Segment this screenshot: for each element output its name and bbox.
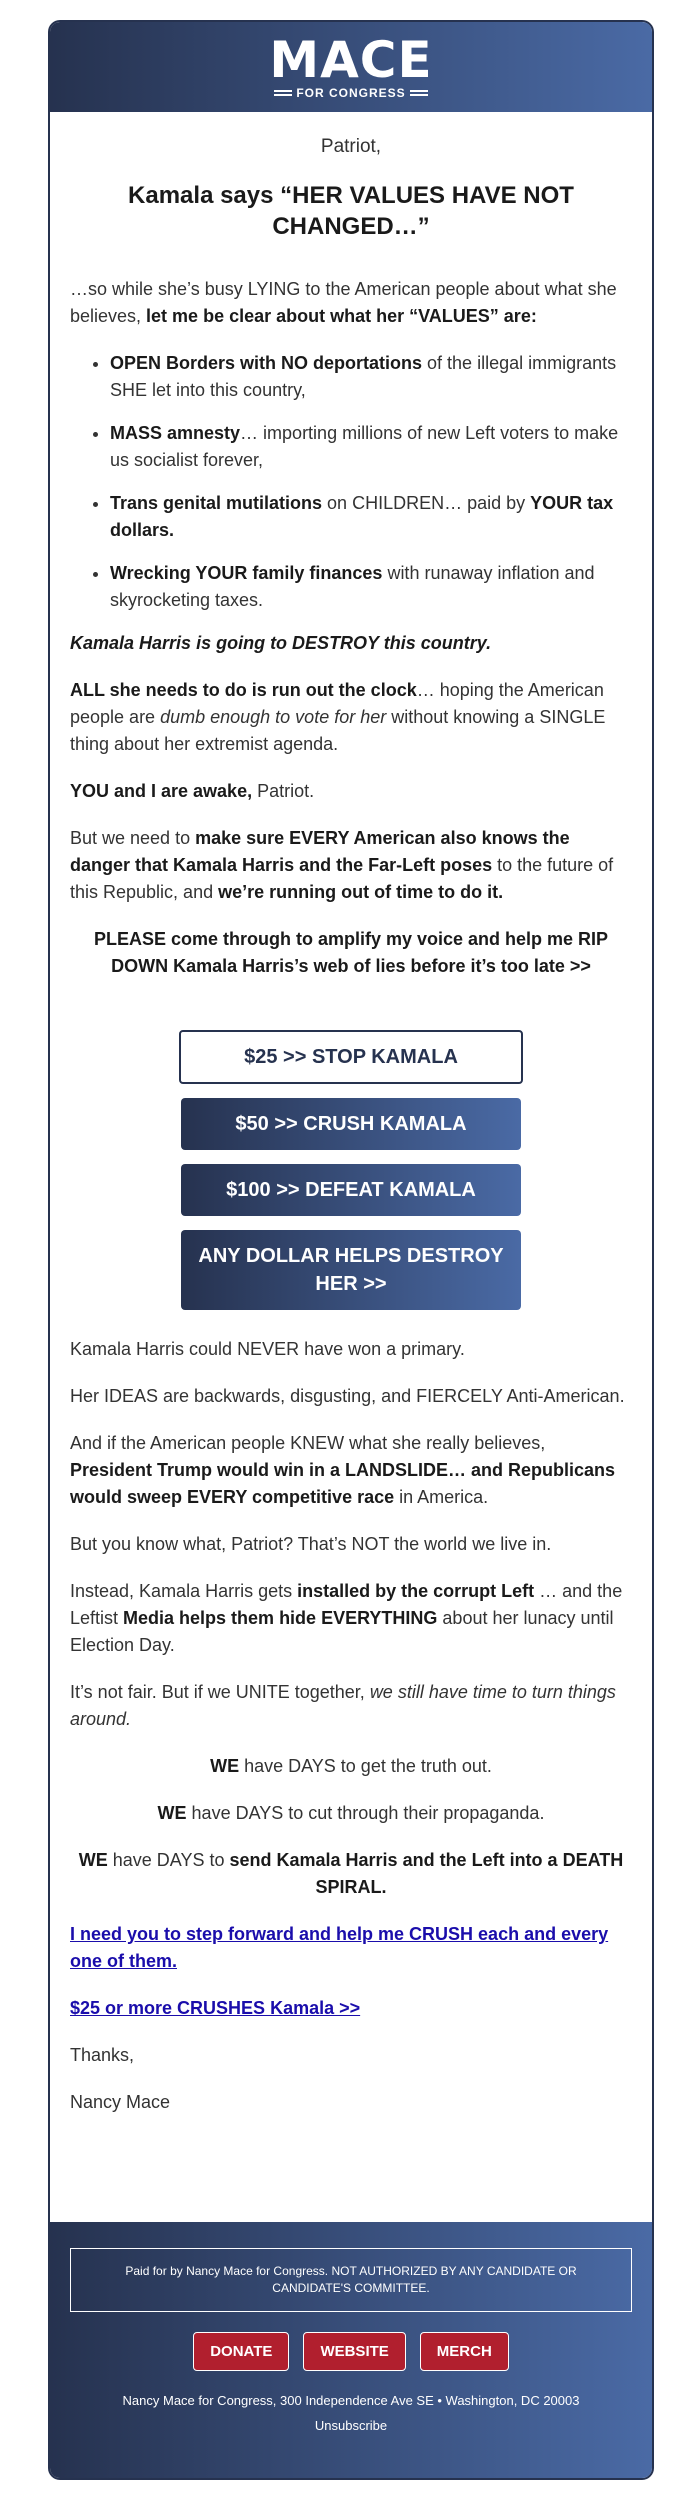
knew-paragraph: And if the American people KNEW what she really believes, President Trump would win in a LANDSLIDE… and Republicans would sweep EVERY competitive race in America. <box>70 1433 616 1507</box>
need-paragraph: But we need to make sure EVERY American also knows the danger that Kamala Harris and the Far-Left poses to the future of this Republic, and we’re running out of time to do it. <box>70 828 614 902</box>
donate-100-button[interactable]: $100 >> DEFEAT KAMALA <box>181 1164 521 1216</box>
please-paragraph: PLEASE come through to amplify my voice and help me RIP DOWN Kamala Harris’s web of lies before it’s too late >> <box>93 929 609 976</box>
destroy-line: Kamala Harris is going to DESTROY this country. <box>70 633 492 653</box>
signature: Nancy Mace <box>70 2092 171 2112</box>
crush-link-paragraph <box>70 1921 632 1975</box>
footer-merch-button[interactable]: MERCH <box>420 2332 509 2371</box>
donate-25-link[interactable]: $25 or more CRUSHES Kamala >> <box>70 1998 361 2018</box>
intro-paragraph: …so while she’s busy LYING to the American people about what she believes, let me be clear about what her “VALUES” are: <box>70 279 617 326</box>
primary-paragraph: Kamala Harris could NEVER have won a primary. <box>70 1339 465 1359</box>
clock-paragraph: ALL she needs to do is run out the clock… hoping the American people are dumb enough to vote for her without knowing a SINGLE thing about her extremist agenda. <box>70 680 606 754</box>
list-item: • OPEN Borders with NO deportations of the illegal immigrants SHE let into this country, <box>110 350 632 404</box>
logo-bars-icon <box>410 90 428 96</box>
header-banner <box>50 22 652 112</box>
days-line-3: WE have DAYS to send Kamala Harris and the Left into a DEATH SPIRAL. <box>78 1850 624 1897</box>
crush-link[interactable]: I need you to step forward and help me CRUSH each and every one of them. <box>70 1924 609 1971</box>
list-item: • MASS amnesty… importing millions of new Left voters to make us socialist forever, <box>110 420 632 474</box>
unite-paragraph: It’s not fair. But if we UNITE together, we still have time to turn things around. <box>70 1682 616 1729</box>
mailing-address: Nancy Mace for Congress, 300 Independence Ave SE • Washington, DC 20003 <box>122 2393 580 2408</box>
unsubscribe-link[interactable]: Unsubscribe <box>314 2418 388 2433</box>
footer <box>50 2222 652 2478</box>
donate-link-paragraph <box>70 1995 632 2022</box>
logo-bars-icon <box>274 90 292 96</box>
days-line-1: WE have DAYS to get the truth out. <box>210 1756 492 1776</box>
greeting: Patriot, <box>320 136 382 157</box>
world-paragraph: But you know what, Patriot? That’s NOT the world we live in. <box>70 1534 552 1554</box>
instead-paragraph: Instead, Kamala Harris gets installed by the corrupt Left … and the Leftist Media helps them hide EVERYTHING about her lunacy until Election Day. <box>70 1581 623 1655</box>
thanks: Thanks, <box>70 2045 135 2065</box>
logo-sub-text: FOR CONGRESS <box>296 86 406 100</box>
footer-buttons <box>50 2332 652 2371</box>
values-list <box>70 350 632 614</box>
logo-main: MACE <box>269 31 433 89</box>
donate-any-button[interactable]: ANY DOLLAR HELPS DESTROY HER >> <box>181 1230 521 1310</box>
email-card <box>48 20 654 2480</box>
ideas-paragraph: Her IDEAS are backwards, disgusting, and FIERCELY Anti-American. <box>70 1386 625 1406</box>
list-item: • Wrecking YOUR family finances with runaway inflation and skyrocketing taxes. <box>110 560 632 614</box>
headline: Kamala says “HER VALUES HAVE NOT CHANGED…” <box>128 182 574 240</box>
mace-logo <box>269 31 433 100</box>
footer-donate-button[interactable]: DONATE <box>193 2332 289 2371</box>
donate-50-button[interactable]: $50 >> CRUSH KAMALA <box>181 1098 521 1150</box>
donate-25-button[interactable]: $25 >> STOP KAMALA <box>179 1030 523 1084</box>
email-body <box>50 136 652 2116</box>
paid-for-disclaimer: Paid for by Nancy Mace for Congress. NOT AUTHORIZED BY ANY CANDIDATE OR CANDIDATE'S COMMITTEE. <box>70 2248 632 2312</box>
awake-paragraph: YOU and I are awake, Patriot. <box>70 781 315 801</box>
donate-buttons <box>70 1030 632 1310</box>
footer-website-button[interactable]: WEBSITE <box>303 2332 405 2371</box>
list-item: • Trans genital mutilations on CHILDREN… paid by YOUR tax dollars. <box>110 490 632 544</box>
days-line-2: WE have DAYS to cut through their propaganda. <box>157 1803 545 1823</box>
